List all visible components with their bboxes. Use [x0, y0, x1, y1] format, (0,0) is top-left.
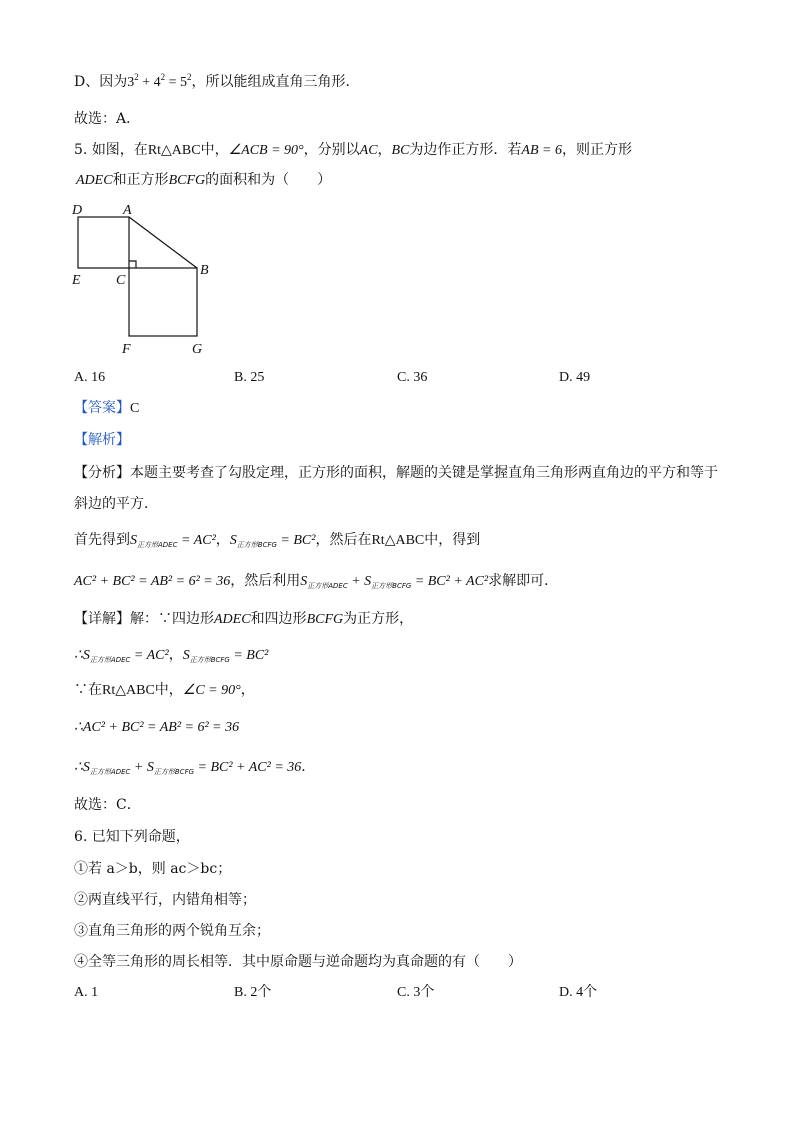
q5-triangle: Rt△ABC — [147, 143, 201, 158]
step-text: ，然后利用 — [230, 573, 301, 589]
label-c: C — [116, 273, 126, 288]
step-text: 求解即可． — [488, 573, 559, 589]
option-d-prefix: D、因为 — [74, 74, 128, 90]
q6-proposition-3: ③直角三角形的两个锐角互余； — [74, 923, 270, 939]
q6-options — [74, 983, 714, 1003]
q5-figure — [66, 198, 226, 360]
step-text: ，然后在 — [315, 532, 372, 548]
detail-angle: ∠C = 90° — [182, 683, 241, 698]
detail-tag: 【详解】 — [74, 611, 130, 627]
period: ． — [301, 759, 316, 775]
right-angle-mark — [129, 261, 136, 268]
sep: ， — [215, 532, 230, 548]
subscript: 正方形BCFG — [236, 541, 277, 549]
detail-adec: ADEC — [214, 612, 251, 627]
subscript: 正方形ADEC — [89, 656, 131, 664]
subscript: 正方形ADEC — [89, 768, 131, 776]
answer-value: C — [130, 401, 140, 416]
step-text: 首先得到 — [74, 532, 130, 548]
area-adec: $S_{正方形ADEC} = AC^2$ — [130, 533, 216, 549]
q5-adec: ADEC — [76, 173, 113, 188]
q6-option-b: B. 2个 — [234, 985, 272, 1000]
q5-option-c: C. 36 — [397, 370, 428, 385]
eq-text: = BC² — [229, 648, 269, 663]
q6-proposition-1: ①若 a＞b，则 ac＞bc； — [74, 861, 232, 877]
subscript: 正方形ADEC — [137, 541, 178, 549]
detail-text: ， — [240, 682, 255, 698]
q6-option-a: A. 1 — [74, 985, 99, 1000]
detail-triangle: Rt△ABC — [102, 683, 155, 698]
option-d-suffix: ，所以能组成直角三角形． — [191, 74, 360, 90]
q5-text: ，分别以 — [303, 142, 360, 158]
area-bcfg: $S_{正方形BCFG} = BC^2$ — [229, 533, 316, 549]
area-sum: $S_{正方形ADEC} + S_{正方形BCFG} = BC^2 + AC^2$ — [300, 574, 489, 590]
eq-text: = BC² — [276, 533, 316, 548]
q5-stem-line2 — [76, 170, 331, 191]
label-f: F — [122, 342, 131, 357]
q5-text: 和正方形 — [112, 172, 169, 188]
label-a: A — [123, 203, 132, 218]
q5-option-b: B. 25 — [234, 370, 265, 385]
fenxi-text: 本题主要考查了勾股定理，正方形的面积，解题的关键是掌握直角三角形两直角边的平方和等于 — [130, 465, 718, 481]
q5-ab: AB = 6 — [521, 143, 562, 158]
q6-proposition-4: ④全等三角形的周长相等．其中原命题与逆命题均为真命题的有（ ） — [74, 954, 522, 970]
q6-option-c: C. 3个 — [397, 985, 435, 1000]
q5-detail-3 — [74, 680, 255, 701]
q5-fenxi-line2: 斜边的平方． — [74, 496, 158, 512]
q5-text: 中， — [200, 142, 229, 158]
subscript: 正方形BCFG — [371, 582, 412, 590]
q6-proposition-2: ②两直线平行，内错角相等； — [74, 892, 256, 908]
detail-text: 和四边形 — [250, 611, 307, 627]
q5-text: ，则正方形 — [561, 142, 632, 158]
eq-text: = BC² + AC² = 36 — [194, 760, 302, 775]
q5-step1 — [74, 530, 480, 551]
detail-areas-2: $S_{正方形BCFG} = BC^2$ — [182, 648, 269, 664]
analysis-tag: 【解析】 — [74, 432, 130, 448]
step-triangle: Rt△ABC — [371, 533, 425, 548]
q5-ac: AC — [359, 143, 378, 158]
q6-stem-text: 已知下列命题， — [91, 829, 190, 845]
square-adec — [78, 217, 129, 268]
label-e: E — [72, 273, 81, 288]
subscript: 正方形BCFG — [153, 768, 195, 776]
detail-text: 中， — [154, 682, 183, 698]
detail-areas: $\therefore S_{正方形ADEC} = AC^2$ — [74, 648, 169, 664]
q5-detail-5 — [74, 757, 315, 778]
detail-text: ∵在 — [74, 682, 102, 698]
q5-option-d: D. 49 — [559, 370, 591, 385]
q5-bc: BC — [391, 143, 410, 158]
subscript: 正方形BCFG — [189, 656, 230, 664]
q5-step2 — [74, 571, 558, 592]
detail-text: 为正方形， — [343, 611, 414, 627]
q5-analysis-tag — [74, 430, 130, 450]
q6-stem — [74, 827, 190, 847]
q6-option-d: D. 4个 — [559, 985, 598, 1000]
fenxi-tag: 【分析】 — [74, 465, 130, 481]
q5-text: 的面积和为（ ） — [205, 172, 332, 188]
q5-options — [74, 368, 714, 388]
eq-text: = AC² — [130, 648, 169, 663]
detail-text: 解：∵四边形 — [130, 611, 214, 627]
eq-text: = AC² — [177, 533, 216, 548]
label-g: G — [192, 342, 203, 357]
q6-number: 6. — [74, 829, 88, 845]
q5-angle: ∠ACB = 90° — [228, 143, 304, 158]
segment-ab — [129, 217, 197, 268]
q5-text: ， — [377, 142, 392, 158]
q5-text: 为边作正方形．若 — [409, 142, 522, 158]
prev-option-d — [74, 72, 360, 93]
q5-answer — [74, 398, 139, 419]
q5-detail-1 — [74, 609, 413, 630]
label-b: B — [200, 263, 209, 278]
prev-answer-choice: 故选：A． — [74, 111, 141, 127]
subscript: 正方形ADEC — [307, 582, 348, 590]
q5-option-a: A. 16 — [74, 370, 106, 385]
q5-bcfg: BCFG — [168, 173, 206, 188]
step-equation: AC² + BC² = AB² = 6² = 36 — [74, 574, 231, 589]
q5-stem-line1 — [74, 140, 632, 161]
detail-bcfg: BCFG — [306, 612, 344, 627]
q5-detail-4: ∴AC² + BC² = AB² = 6² = 36 — [74, 720, 240, 735]
square-bcfg — [129, 268, 197, 336]
step-text: 中，得到 — [424, 532, 481, 548]
q5-text: 如图，在 — [91, 142, 148, 158]
eq-text: = BC² + AC² — [411, 574, 489, 589]
q5-number: 5. — [74, 142, 88, 158]
detail-final: $\therefore S_{正方形ADEC} + S_{正方形BCFG} = BC^2 + AC^2 = 36$ — [74, 760, 302, 776]
q5-detail-2 — [74, 645, 268, 666]
sep: ， — [168, 647, 183, 663]
label-d: D — [72, 203, 83, 218]
answer-tag: 【答案】 — [74, 400, 130, 416]
equation-3-4-5: $3^2 + 4^2 = 5^2$ — [127, 72, 192, 90]
q5-choose: 故选：C． — [74, 797, 141, 813]
q5-fenxi-line1 — [74, 463, 718, 483]
